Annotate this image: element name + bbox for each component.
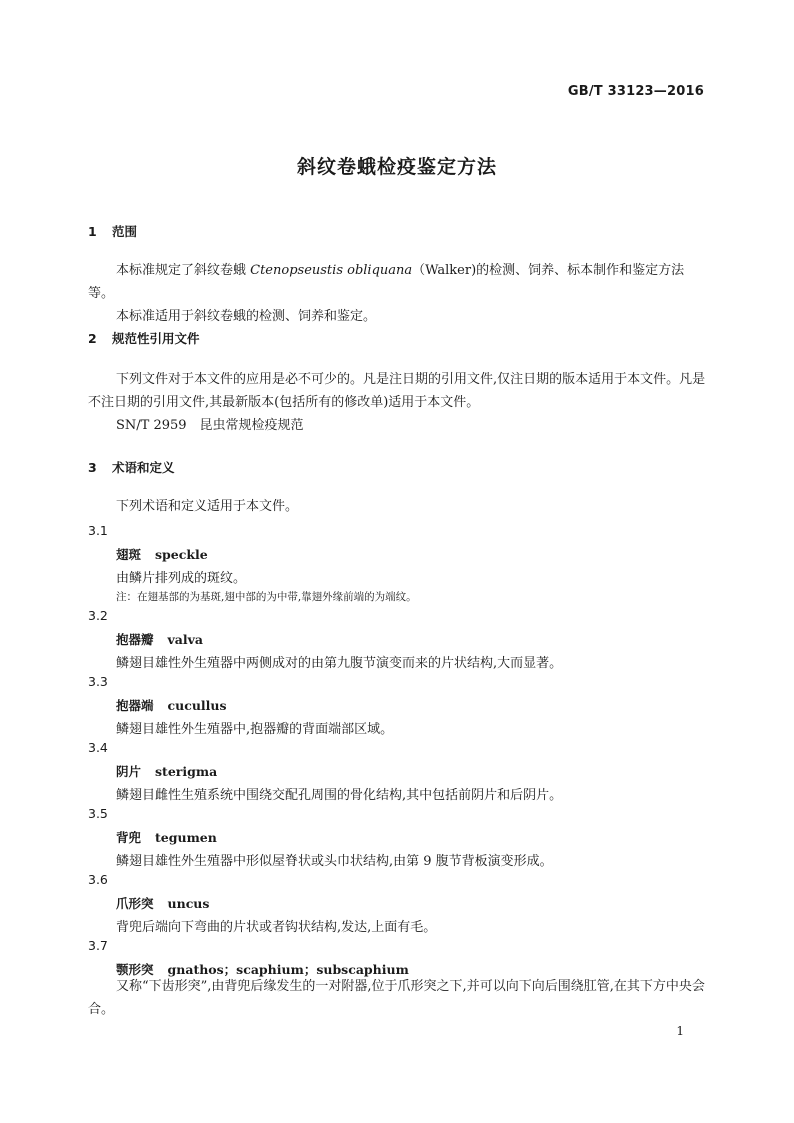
page-number: 1 bbox=[676, 1024, 684, 1038]
term-zh: 抱器瓣 bbox=[116, 632, 154, 647]
section-number: 2 bbox=[88, 331, 97, 346]
scope-text-b: （Walker)的检测、饲养、标本制作和鉴定方法等。 bbox=[88, 263, 685, 301]
term-zh: 颚形突 bbox=[116, 962, 154, 977]
term-heading bbox=[116, 762, 217, 780]
term-zh: 抱器端 bbox=[116, 698, 154, 713]
term-definition-wrap bbox=[88, 975, 708, 1021]
term-heading bbox=[116, 696, 227, 714]
document-title: 斜纹卷蛾检疫鉴定方法 bbox=[296, 156, 497, 178]
term-zh: 爪形突 bbox=[116, 896, 154, 911]
term-en: valva bbox=[167, 632, 203, 647]
term-heading bbox=[116, 894, 209, 912]
normative-reference: SN/T 2959 昆虫常规检疫规范 bbox=[116, 418, 304, 433]
clause-number: 3.6 bbox=[88, 872, 108, 887]
section-3-intro bbox=[88, 495, 708, 518]
term-definition: 背兜后端向下弯曲的片状或者钩状结构,发达,上面有毛。 bbox=[116, 920, 437, 935]
term-note: 注：在翅基部的为基斑,翅中部的为中带,靠翅外缘前端的为端纹。 bbox=[116, 591, 417, 603]
term-definition: 鳞翅目雌性生殖系统中围绕交配孔周围的骨化结构,其中包括前阴片和后阴片。 bbox=[116, 788, 563, 803]
term-definition: 由鳞片排列成的斑纹。 bbox=[116, 571, 247, 586]
term-heading bbox=[116, 545, 208, 563]
term-en: gnathos；scaphium；subscaphium bbox=[167, 962, 409, 977]
scope-paragraph-1 bbox=[88, 259, 708, 305]
section-number: 3 bbox=[88, 460, 97, 475]
section-1-heading bbox=[88, 222, 137, 240]
clause-number: 3.4 bbox=[88, 740, 108, 755]
term-en: tegumen bbox=[155, 830, 217, 845]
clause-number: 3.2 bbox=[88, 608, 108, 623]
clause-number: 3.7 bbox=[88, 938, 108, 953]
term-heading bbox=[116, 828, 217, 846]
normative-paragraph: 下列文件对于本文件的应用是必不可少的。凡是注日期的引用文件,仅注日期的版本适用于本文件。凡是不注日期的引用文件,其最新版本(包括所有的修改单)适用于本文件。 bbox=[88, 372, 706, 410]
section-2-heading bbox=[88, 329, 200, 347]
term-zh: 背兜 bbox=[116, 830, 142, 845]
term-definition: 鳞翅目雄性外生殖器中,抱器瓣的背面端部区域。 bbox=[116, 722, 394, 737]
section-2-body bbox=[88, 368, 708, 437]
term-zh: 阴片 bbox=[116, 764, 142, 779]
terms-intro: 下列术语和定义适用于本文件。 bbox=[116, 499, 299, 514]
clause-number: 3.1 bbox=[88, 523, 108, 538]
scope-paragraph-2: 本标准适用于斜纹卷蛾的检测、饲养和鉴定。 bbox=[116, 309, 377, 324]
term-zh: 翅斑 bbox=[116, 547, 142, 562]
term-en: cucullus bbox=[167, 698, 227, 713]
section-number: 1 bbox=[88, 224, 97, 239]
clause-number: 3.3 bbox=[88, 674, 108, 689]
term-definition: 鳞翅目雄性外生殖器中形似屋脊状或头巾状结构,由第 9 腹节背板演变形成。 bbox=[116, 854, 553, 869]
term-en: uncus bbox=[167, 896, 210, 911]
scope-text-a: 本标准规定了斜纹卷蛾 bbox=[116, 263, 251, 278]
term-en: sterigma bbox=[155, 764, 218, 779]
term-definition: 又称“下齿形突”,由背兜后缘发生的一对附器,位于爪形突之下,并可以向下向后围绕肛管,在其下方中央会合。 bbox=[88, 979, 705, 1017]
term-en: speckle bbox=[155, 547, 208, 562]
section-3-heading bbox=[88, 458, 175, 476]
section-1-body bbox=[88, 259, 708, 328]
term-heading bbox=[116, 630, 203, 648]
section-title: 范围 bbox=[112, 224, 138, 239]
standard-number: GB/T 33123—2016 bbox=[567, 84, 704, 99]
term-definition: 鳞翅目雄性外生殖器中两侧成对的由第九腹节演变而来的片状结构,大而显著。 bbox=[116, 656, 563, 671]
species-name: Ctenopseustis obliquana bbox=[250, 263, 413, 278]
section-title: 规范性引用文件 bbox=[112, 331, 200, 346]
section-title: 术语和定义 bbox=[112, 460, 175, 475]
clause-number: 3.5 bbox=[88, 806, 108, 821]
